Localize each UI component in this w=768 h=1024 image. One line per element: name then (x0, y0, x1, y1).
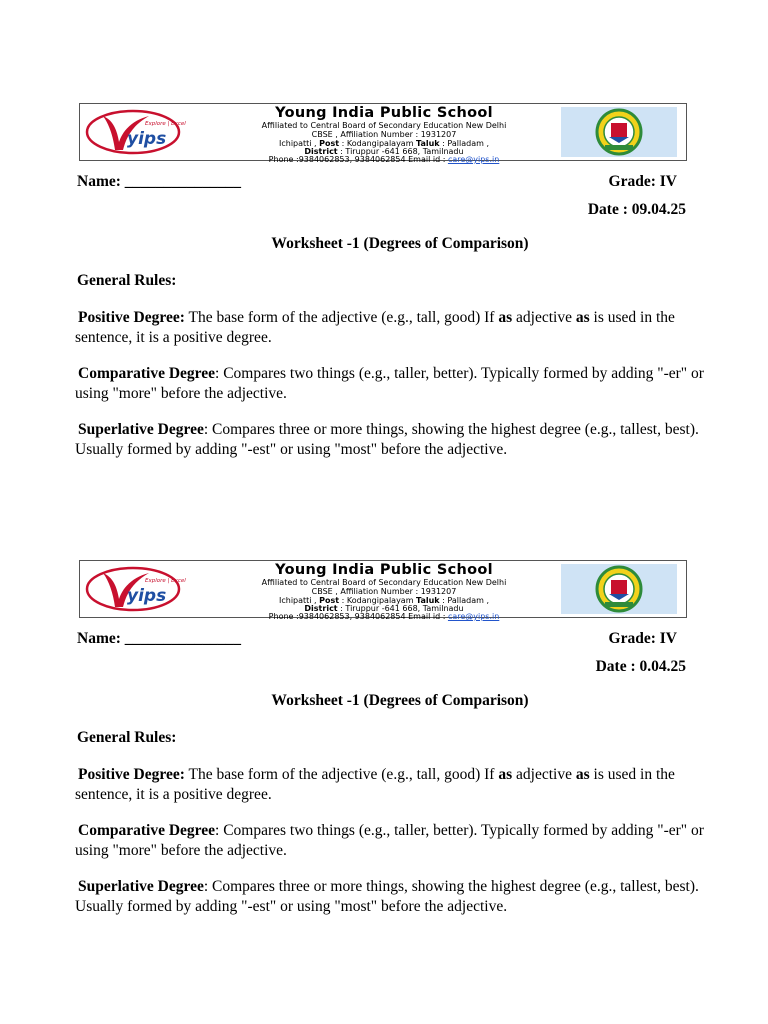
worksheet-title: Worksheet -1 (Degrees of Comparison) (271, 692, 529, 709)
grade: Grade: IV (608, 173, 677, 190)
logo-tagline: Explore | Excel (145, 121, 186, 127)
school-header (79, 560, 687, 621)
affiliation-number: CBSE , Affiliation Number : 1931207 (311, 587, 457, 596)
grade: Grade: IV (608, 630, 677, 647)
date: Date : 09.04.25 (587, 201, 686, 218)
address-line: Ichipatti , Post : Kodangipalayam Taluk : Palladam , (278, 139, 489, 148)
worksheet-title: Worksheet -1 (Degrees of Comparison) (271, 235, 529, 252)
cbse-seal-icon (561, 107, 677, 157)
yips-logo (83, 565, 207, 613)
affiliation-line: Affiliated to Central Board of Secondary Education New Delhi (261, 121, 507, 130)
student-name-field: Name: _______________ (77, 173, 242, 190)
date: Date : 0.04.25 (595, 658, 686, 675)
comparative-degree-paragraph: Comparative Degree: Compares two things (e.g., taller, better). Typically formed by adding "-er" or using "more" before the adjective. (75, 822, 704, 859)
email-link[interactable]: care@yips.in (447, 612, 500, 621)
cbse-seal-icon (561, 564, 677, 614)
positive-degree-paragraph: Positive Degree: The base form of the adjective (e.g., tall, good) If as adjective as is used in the sentence, it is a positive degree. (75, 766, 675, 803)
general-rules-heading: General Rules: (77, 729, 177, 746)
district-line: District : Tiruppur -641 668, Tamilnadu (304, 147, 464, 156)
logo-text: yips (127, 586, 167, 606)
general-rules-heading: General Rules: (77, 272, 177, 289)
yips-logo (83, 108, 207, 156)
superlative-degree-paragraph: Superlative Degree: Compares three or more things, showing the highest degree (e.g., tallest, best). Usually formed by adding "-est" or using "most" before the adjective. (75, 878, 699, 915)
student-name-field: Name: _______________ (77, 630, 242, 647)
contact-line: Phone :9384062853, 9384062854 Email id : care@yips.in (268, 612, 500, 621)
email-link[interactable]: care@yips.in (447, 155, 500, 164)
address-line: Ichipatti , Post : Kodangipalayam Taluk : Palladam , (278, 596, 489, 605)
district-line: District : Tiruppur -641 668, Tamilnadu (304, 604, 464, 613)
school-name: Young India Public School (275, 562, 493, 578)
positive-degree-paragraph: Positive Degree: The base form of the adjective (e.g., tall, good) If as adjective as is used in the sentence, it is a positive degree. (75, 309, 675, 346)
affiliation-line: Affiliated to Central Board of Secondary Education New Delhi (261, 578, 507, 587)
school-name: Young India Public School (275, 105, 493, 121)
logo-tagline: Explore | Excel (145, 578, 186, 584)
logo-text: yips (127, 129, 167, 149)
school-header (79, 103, 687, 164)
affiliation-number: CBSE , Affiliation Number : 1931207 (311, 130, 457, 139)
contact-line: Phone :9384062853, 9384062854 Email id : care@yips.in (268, 155, 500, 164)
superlative-degree-paragraph: Superlative Degree: Compares three or more things, showing the highest degree (e.g., tallest, best). Usually formed by adding "-est" or using "most" before the adjective. (75, 421, 699, 458)
comparative-degree-paragraph: Comparative Degree: Compares two things (e.g., taller, better). Typically formed by adding "-er" or using "more" before the adjective. (75, 365, 704, 402)
